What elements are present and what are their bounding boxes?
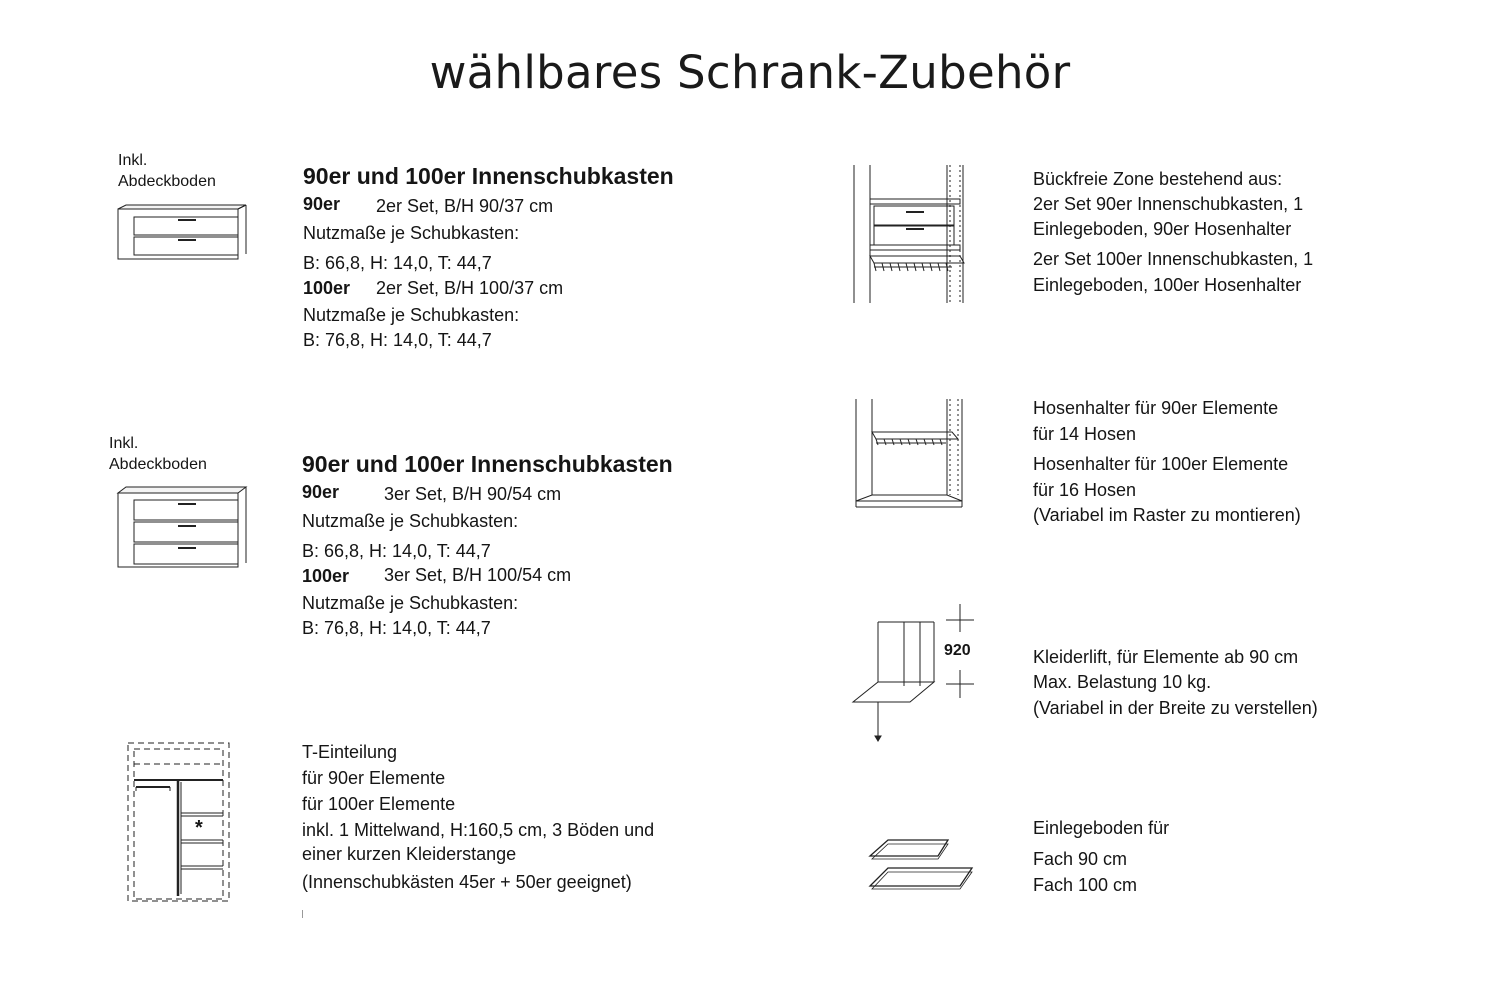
drawer-2-illustration xyxy=(114,204,250,262)
bend-free-line: Einlegeboden, 100er Hosenhalter xyxy=(1033,275,1302,295)
dimensions-text: B: 66,8, H: 14,0, T: 44,7 xyxy=(302,541,491,561)
set-description: 3er Set, B/H 90/54 cm xyxy=(384,484,562,504)
trouser-holder-line: für 16 Hosen xyxy=(1033,480,1137,500)
t-division-line: für 90er Elemente xyxy=(302,768,446,788)
usable-dimensions-label: Nutzmaße je Schubkasten: xyxy=(302,593,519,613)
note-line: Inkl. xyxy=(109,435,139,452)
bend-free-line: 2er Set 100er Innenschubkasten, 1 xyxy=(1033,249,1314,269)
variant-label: 100er xyxy=(303,278,351,298)
section-heading: 90er und 100er Innenschubkasten xyxy=(302,451,673,477)
shelf-board-illustration xyxy=(866,836,978,894)
t-division-line: (Innenschubkästen 45er + 50er geeignet) xyxy=(302,872,632,892)
variant-label: 100er xyxy=(302,566,350,586)
t-division-illustration xyxy=(124,740,234,906)
t-division-line: einer kurzen Kleiderstange xyxy=(302,844,517,864)
variant-label: 90er xyxy=(303,194,341,214)
margin-tick xyxy=(302,910,303,918)
bend-free-line: Bückfreie Zone bestehend aus: xyxy=(1033,169,1283,189)
note-line: Abdeckboden xyxy=(109,456,207,473)
trouser-holder-line: Hosenhalter für 90er Elemente xyxy=(1033,398,1279,418)
trouser-holder-line: Hosenhalter für 100er Elemente xyxy=(1033,454,1289,474)
shelf-board-line: Fach 100 cm xyxy=(1033,875,1138,895)
dimensions-text: B: 76,8, H: 14,0, T: 44,7 xyxy=(303,330,492,350)
set-description: 2er Set, B/H 100/37 cm xyxy=(376,278,564,298)
variant-label: 90er xyxy=(302,482,340,502)
clothes-lift-line: Kleiderlift, für Elemente ab 90 cm xyxy=(1033,647,1299,667)
page-title: wählbares Schrank-Zubehör xyxy=(429,46,1071,99)
bend-free-zone-illustration xyxy=(852,163,966,305)
dimensions-text: B: 66,8, H: 14,0, T: 44,7 xyxy=(303,253,492,273)
trouser-holder-illustration xyxy=(852,397,966,511)
set-description: 2er Set, B/H 90/37 cm xyxy=(376,196,554,216)
t-division-line: für 100er Elemente xyxy=(302,794,456,814)
section-heading: 90er und 100er Innenschubkasten xyxy=(303,163,674,189)
usable-dimensions-label: Nutzmaße je Schubkasten: xyxy=(303,223,520,243)
asterisk-mark: * xyxy=(195,817,203,839)
trouser-holder-line: (Variabel im Raster zu montieren) xyxy=(1033,505,1301,525)
trouser-holder-line: für 14 Hosen xyxy=(1033,424,1137,444)
note-line: Inkl. xyxy=(118,152,148,169)
dimension-label: 920 xyxy=(944,642,971,659)
t-division-line: inkl. 1 Mittelwand, H:160,5 cm, 3 Böden und xyxy=(302,820,655,840)
clothes-lift-line: Max. Belastung 10 kg. xyxy=(1033,672,1212,692)
bend-free-line: Einlegeboden, 90er Hosenhalter xyxy=(1033,219,1292,239)
note-line: Abdeckboden xyxy=(118,173,216,190)
bend-free-line: 2er Set 90er Innenschubkasten, 1 xyxy=(1033,194,1304,214)
shelf-board-line: Einlegeboden für xyxy=(1033,818,1170,838)
dimensions-text: B: 76,8, H: 14,0, T: 44,7 xyxy=(302,618,491,638)
t-division-line: T-Einteilung xyxy=(302,742,398,762)
usable-dimensions-label: Nutzmaße je Schubkasten: xyxy=(303,305,520,325)
shelf-board-line: Fach 90 cm xyxy=(1033,849,1128,869)
clothes-lift-line: (Variabel in der Breite zu verstellen) xyxy=(1033,698,1318,718)
usable-dimensions-label: Nutzmaße je Schubkasten: xyxy=(302,511,519,531)
drawer-3-illustration xyxy=(114,485,250,571)
set-description: 3er Set, B/H 100/54 cm xyxy=(384,565,572,585)
clothes-lift-illustration xyxy=(848,602,980,744)
